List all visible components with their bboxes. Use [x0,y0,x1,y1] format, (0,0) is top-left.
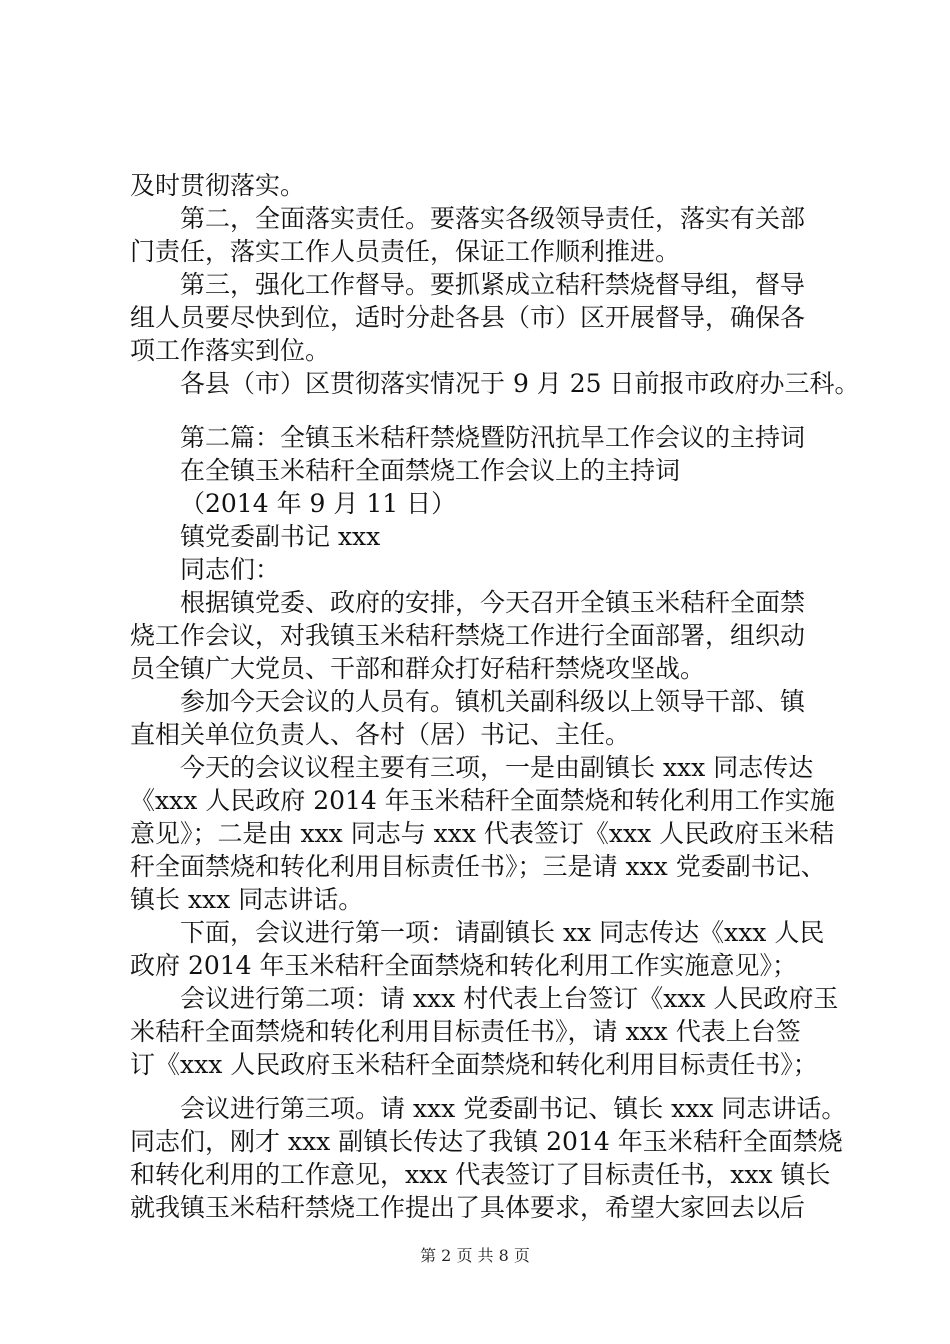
text-line: 组人员要尽快到位，适时分赴各县（市）区开展督导，确保各 [130,303,806,332]
text-line: 会议进行第三项。请 xxx 党委副书记、镇长 xxx 同志讲话。 [180,1094,847,1123]
text-line: 项工作落实到位。 [130,336,331,365]
text-line: 《xxx 人民政府 2014 年玉米秸秆全面禁烧和转化利用工作实施 [130,786,835,815]
text-line: 及时贯彻落实。 [130,171,306,200]
text-line: 意见》；二是由 xxx 同志与 xxx 代表签订《xxx 人民政府玉米秸 [130,819,835,848]
text-line: 各县（市）区贯彻落实情况于 9 月 25 日前报市政府办三科。 [180,369,860,398]
text-line: 和转化利用的工作意见，xxx 代表签订了目标责任书，xxx 镇长 [130,1160,831,1189]
text-line: 政府 2014 年玉米秸秆全面禁烧和转化利用工作实施意见》； [130,951,798,980]
text-line: 镇长 xxx 同志讲话。 [130,885,364,914]
text-line: 门责任，落实工作人员责任，保证工作顺利推进。 [130,237,681,266]
text-line: 秆全面禁烧和转化利用目标责任书》；三是请 xxx 党委副书记、 [130,852,826,881]
text-line: 直相关单位负责人、各村（居）书记、主任。 [130,720,631,749]
speech-title: 在全镇玉米秸秆全面禁烧工作会议上的主持词 [180,456,681,485]
section-heading: 第二篇：全镇玉米秸秆禁烧暨防汛抗旱工作会议的主持词 [180,423,806,452]
text-line: 今天的会议议程主要有三项，一是由副镇长 xxx 同志传达 [180,753,814,782]
text-line: 会议进行第二项：请 xxx 村代表上台签订《xxx 人民政府玉 [180,984,839,1013]
text-line: 第三，强化工作督导。要抓紧成立秸秆禁烧督导组，督导 [180,270,806,299]
text-line: 第二，全面落实责任。要落实各级领导责任，落实有关部 [180,204,806,233]
speaker-line: 镇党委副书记 xxx [180,522,381,551]
salutation: 同志们： [180,555,281,584]
text-line: 就我镇玉米秸秆禁烧工作提出了具体要求，希望大家回去以后 [130,1193,806,1222]
page-number-footer: 第 2 页 共 8 页 [420,1246,530,1265]
text-line: 订《xxx 人民政府玉米秸秆全面禁烧和转化利用目标责任书》； [130,1050,818,1079]
text-line: 参加今天会议的人员有。镇机关副科级以上领导干部、镇 [180,687,806,716]
text-line: 根据镇党委、政府的安排，今天召开全镇玉米秸秆全面禁 [180,588,806,617]
speech-date: （2014 年 9 月 11 日） [180,489,457,518]
text-line: 烧工作会议，对我镇玉米秸秆禁烧工作进行全面部署，组织动 [130,621,806,650]
text-line: 米秸秆全面禁烧和转化利用目标责任书》，请 xxx 代表上台签 [130,1017,801,1046]
text-line: 下面，会议进行第一项：请副镇长 xx 同志传达《xxx 人民 [180,918,825,947]
text-line: 同志们，刚才 xxx 副镇长传达了我镇 2014 年玉米秸秆全面禁烧 [130,1127,843,1156]
text-line: 员全镇广大党员、干部和群众打好秸秆禁烧攻坚战。 [130,654,706,683]
